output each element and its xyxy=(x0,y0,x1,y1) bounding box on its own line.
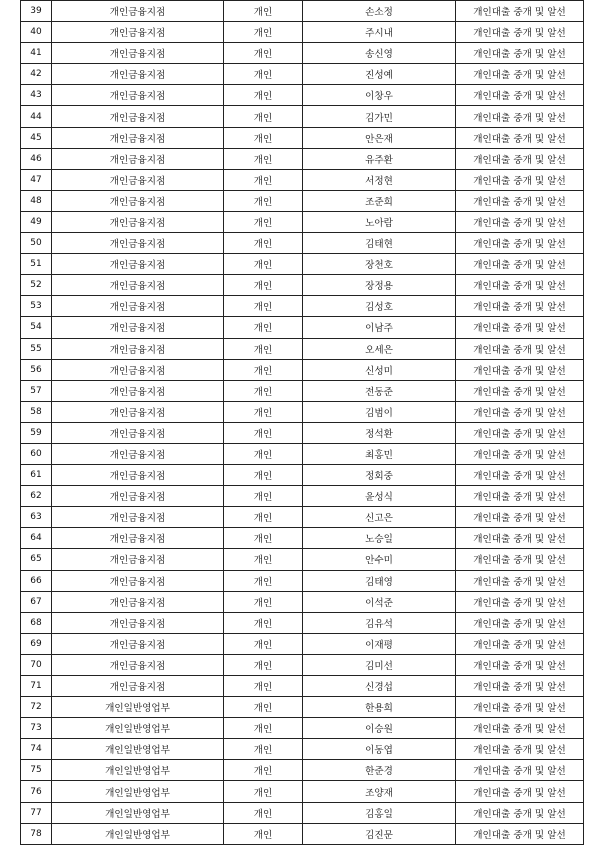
task-cell: 개인대출 중개 및 알선 xyxy=(456,85,584,106)
type-cell: 개인 xyxy=(224,254,303,275)
branch-cell: 개인금융지점 xyxy=(52,233,224,254)
type-cell: 개인 xyxy=(224,359,303,380)
row-number-cell: 76 xyxy=(21,781,52,802)
branch-cell: 개인금융지점 xyxy=(52,528,224,549)
branch-cell: 개인금융지점 xyxy=(52,465,224,486)
row-number-cell: 50 xyxy=(21,233,52,254)
row-number-cell: 46 xyxy=(21,148,52,169)
task-cell: 개인대출 중개 및 알선 xyxy=(456,127,584,148)
type-cell: 개인 xyxy=(224,1,303,22)
name-cell: 안은재 xyxy=(303,127,456,148)
row-number-cell: 56 xyxy=(21,359,52,380)
name-cell: 노승일 xyxy=(303,528,456,549)
name-cell: 이승원 xyxy=(303,718,456,739)
type-cell: 개인 xyxy=(224,739,303,760)
row-number-cell: 77 xyxy=(21,802,52,823)
row-number-cell: 75 xyxy=(21,760,52,781)
branch-cell: 개인금융지점 xyxy=(52,549,224,570)
row-number-cell: 42 xyxy=(21,64,52,85)
name-cell: 장정용 xyxy=(303,275,456,296)
table-row xyxy=(21,486,584,507)
branch-cell: 개인금융지점 xyxy=(52,127,224,148)
row-number-cell: 70 xyxy=(21,654,52,675)
type-cell: 개인 xyxy=(224,591,303,612)
table-row xyxy=(21,697,584,718)
name-cell: 김성호 xyxy=(303,296,456,317)
name-cell: 주시내 xyxy=(303,22,456,43)
task-cell: 개인대출 중개 및 알선 xyxy=(456,254,584,275)
row-number-cell: 58 xyxy=(21,401,52,422)
table-row xyxy=(21,760,584,781)
table-row xyxy=(21,275,584,296)
task-cell: 개인대출 중개 및 알선 xyxy=(456,422,584,443)
table-row xyxy=(21,64,584,85)
row-number-cell: 47 xyxy=(21,169,52,190)
branch-cell: 개인일반영업부 xyxy=(52,823,224,844)
name-cell: 조양재 xyxy=(303,781,456,802)
table-row xyxy=(21,739,584,760)
table-row xyxy=(21,359,584,380)
table-row xyxy=(21,127,584,148)
table-row xyxy=(21,85,584,106)
type-cell: 개인 xyxy=(224,823,303,844)
type-cell: 개인 xyxy=(224,233,303,254)
task-cell: 개인대출 중개 및 알선 xyxy=(456,190,584,211)
table-row xyxy=(21,676,584,697)
task-cell: 개인대출 중개 및 알선 xyxy=(456,633,584,654)
type-cell: 개인 xyxy=(224,43,303,64)
type-cell: 개인 xyxy=(224,718,303,739)
row-number-cell: 68 xyxy=(21,612,52,633)
table-row xyxy=(21,528,584,549)
name-cell: 장천호 xyxy=(303,254,456,275)
type-cell: 개인 xyxy=(224,507,303,528)
row-number-cell: 74 xyxy=(21,739,52,760)
agent-table xyxy=(20,0,584,845)
branch-cell: 개인일반영업부 xyxy=(52,739,224,760)
task-cell: 개인대출 중개 및 알선 xyxy=(456,43,584,64)
task-cell: 개인대출 중개 및 알선 xyxy=(456,380,584,401)
task-cell: 개인대출 중개 및 알선 xyxy=(456,317,584,338)
row-number-cell: 44 xyxy=(21,106,52,127)
branch-cell: 개인금융지점 xyxy=(52,169,224,190)
task-cell: 개인대출 중개 및 알선 xyxy=(456,781,584,802)
type-cell: 개인 xyxy=(224,85,303,106)
name-cell: 김미선 xyxy=(303,654,456,675)
branch-cell: 개인일반영업부 xyxy=(52,718,224,739)
branch-cell: 개인금융지점 xyxy=(52,486,224,507)
row-number-cell: 72 xyxy=(21,697,52,718)
name-cell: 진성예 xyxy=(303,64,456,85)
table-row xyxy=(21,422,584,443)
branch-cell: 개인금융지점 xyxy=(52,507,224,528)
type-cell: 개인 xyxy=(224,338,303,359)
name-cell: 안수미 xyxy=(303,549,456,570)
table-row xyxy=(21,401,584,422)
type-cell: 개인 xyxy=(224,64,303,85)
table-row xyxy=(21,465,584,486)
task-cell: 개인대출 중개 및 알선 xyxy=(456,443,584,464)
row-number-cell: 78 xyxy=(21,823,52,844)
type-cell: 개인 xyxy=(224,211,303,232)
name-cell: 김홍일 xyxy=(303,802,456,823)
type-cell: 개인 xyxy=(224,612,303,633)
type-cell: 개인 xyxy=(224,401,303,422)
row-number-cell: 71 xyxy=(21,676,52,697)
name-cell: 손소정 xyxy=(303,1,456,22)
agent-table-body xyxy=(21,1,584,845)
table-row xyxy=(21,317,584,338)
type-cell: 개인 xyxy=(224,169,303,190)
branch-cell: 개인일반영업부 xyxy=(52,760,224,781)
row-number-cell: 64 xyxy=(21,528,52,549)
task-cell: 개인대출 중개 및 알선 xyxy=(456,211,584,232)
name-cell: 전동준 xyxy=(303,380,456,401)
branch-cell: 개인금융지점 xyxy=(52,633,224,654)
name-cell: 이동엽 xyxy=(303,739,456,760)
table-row xyxy=(21,718,584,739)
table-row xyxy=(21,22,584,43)
branch-cell: 개인일반영업부 xyxy=(52,781,224,802)
branch-cell: 개인금융지점 xyxy=(52,654,224,675)
task-cell: 개인대출 중개 및 알선 xyxy=(456,486,584,507)
branch-cell: 개인일반영업부 xyxy=(52,802,224,823)
table-row xyxy=(21,443,584,464)
type-cell: 개인 xyxy=(224,296,303,317)
type-cell: 개인 xyxy=(224,486,303,507)
task-cell: 개인대출 중개 및 알선 xyxy=(456,22,584,43)
row-number-cell: 59 xyxy=(21,422,52,443)
name-cell: 정석환 xyxy=(303,422,456,443)
type-cell: 개인 xyxy=(224,127,303,148)
task-cell: 개인대출 중개 및 알선 xyxy=(456,465,584,486)
branch-cell: 개인금융지점 xyxy=(52,317,224,338)
type-cell: 개인 xyxy=(224,148,303,169)
name-cell: 김가민 xyxy=(303,106,456,127)
type-cell: 개인 xyxy=(224,528,303,549)
table-row xyxy=(21,823,584,844)
row-number-cell: 73 xyxy=(21,718,52,739)
name-cell: 이석준 xyxy=(303,591,456,612)
task-cell: 개인대출 중개 및 알선 xyxy=(456,739,584,760)
row-number-cell: 62 xyxy=(21,486,52,507)
branch-cell: 개인일반영업부 xyxy=(52,697,224,718)
name-cell: 서정현 xyxy=(303,169,456,190)
type-cell: 개인 xyxy=(224,422,303,443)
row-number-cell: 55 xyxy=(21,338,52,359)
table-row xyxy=(21,169,584,190)
name-cell: 신성미 xyxy=(303,359,456,380)
name-cell: 노아람 xyxy=(303,211,456,232)
row-number-cell: 54 xyxy=(21,317,52,338)
type-cell: 개인 xyxy=(224,317,303,338)
type-cell: 개인 xyxy=(224,22,303,43)
row-number-cell: 53 xyxy=(21,296,52,317)
task-cell: 개인대출 중개 및 알선 xyxy=(456,528,584,549)
row-number-cell: 63 xyxy=(21,507,52,528)
row-number-cell: 51 xyxy=(21,254,52,275)
table-row xyxy=(21,296,584,317)
name-cell: 김범이 xyxy=(303,401,456,422)
type-cell: 개인 xyxy=(224,570,303,591)
table-row xyxy=(21,254,584,275)
type-cell: 개인 xyxy=(224,781,303,802)
row-number-cell: 66 xyxy=(21,570,52,591)
type-cell: 개인 xyxy=(224,760,303,781)
name-cell: 김유석 xyxy=(303,612,456,633)
name-cell: 김태영 xyxy=(303,570,456,591)
branch-cell: 개인금융지점 xyxy=(52,22,224,43)
branch-cell: 개인금융지점 xyxy=(52,612,224,633)
type-cell: 개인 xyxy=(224,549,303,570)
row-number-cell: 67 xyxy=(21,591,52,612)
table-row xyxy=(21,549,584,570)
task-cell: 개인대출 중개 및 알선 xyxy=(456,654,584,675)
branch-cell: 개인금융지점 xyxy=(52,254,224,275)
type-cell: 개인 xyxy=(224,633,303,654)
table-row xyxy=(21,106,584,127)
type-cell: 개인 xyxy=(224,275,303,296)
type-cell: 개인 xyxy=(224,802,303,823)
task-cell: 개인대출 중개 및 알선 xyxy=(456,507,584,528)
branch-cell: 개인금융지점 xyxy=(52,148,224,169)
table-row xyxy=(21,802,584,823)
type-cell: 개인 xyxy=(224,654,303,675)
row-number-cell: 61 xyxy=(21,465,52,486)
row-number-cell: 52 xyxy=(21,275,52,296)
row-number-cell: 60 xyxy=(21,443,52,464)
task-cell: 개인대출 중개 및 알선 xyxy=(456,612,584,633)
branch-cell: 개인금융지점 xyxy=(52,338,224,359)
task-cell: 개인대출 중개 및 알선 xyxy=(456,591,584,612)
task-cell: 개인대출 중개 및 알선 xyxy=(456,106,584,127)
branch-cell: 개인금융지점 xyxy=(52,190,224,211)
table-row xyxy=(21,570,584,591)
name-cell: 유주환 xyxy=(303,148,456,169)
name-cell: 오세은 xyxy=(303,338,456,359)
task-cell: 개인대출 중개 및 알선 xyxy=(456,697,584,718)
table-row xyxy=(21,190,584,211)
branch-cell: 개인금융지점 xyxy=(52,401,224,422)
name-cell: 윤성식 xyxy=(303,486,456,507)
name-cell: 이남주 xyxy=(303,317,456,338)
branch-cell: 개인금융지점 xyxy=(52,85,224,106)
task-cell: 개인대출 중개 및 알선 xyxy=(456,549,584,570)
table-row xyxy=(21,654,584,675)
name-cell: 정회중 xyxy=(303,465,456,486)
table-row xyxy=(21,633,584,654)
task-cell: 개인대출 중개 및 알선 xyxy=(456,148,584,169)
name-cell: 이창우 xyxy=(303,85,456,106)
task-cell: 개인대출 중개 및 알선 xyxy=(456,823,584,844)
task-cell: 개인대출 중개 및 알선 xyxy=(456,760,584,781)
table-row xyxy=(21,612,584,633)
name-cell: 김태현 xyxy=(303,233,456,254)
row-number-cell: 49 xyxy=(21,211,52,232)
name-cell: 조준희 xyxy=(303,190,456,211)
task-cell: 개인대출 중개 및 알선 xyxy=(456,676,584,697)
task-cell: 개인대출 중개 및 알선 xyxy=(456,359,584,380)
row-number-cell: 40 xyxy=(21,22,52,43)
name-cell: 신경섭 xyxy=(303,676,456,697)
type-cell: 개인 xyxy=(224,676,303,697)
table-row xyxy=(21,338,584,359)
branch-cell: 개인금융지점 xyxy=(52,275,224,296)
branch-cell: 개인금융지점 xyxy=(52,64,224,85)
table-row xyxy=(21,1,584,22)
row-number-cell: 69 xyxy=(21,633,52,654)
table-row xyxy=(21,211,584,232)
row-number-cell: 43 xyxy=(21,85,52,106)
branch-cell: 개인금융지점 xyxy=(52,296,224,317)
branch-cell: 개인금융지점 xyxy=(52,1,224,22)
row-number-cell: 45 xyxy=(21,127,52,148)
name-cell: 김진문 xyxy=(303,823,456,844)
task-cell: 개인대출 중개 및 알선 xyxy=(456,275,584,296)
task-cell: 개인대출 중개 및 알선 xyxy=(456,570,584,591)
row-number-cell: 57 xyxy=(21,380,52,401)
name-cell: 최홍민 xyxy=(303,443,456,464)
row-number-cell: 39 xyxy=(21,1,52,22)
branch-cell: 개인금융지점 xyxy=(52,676,224,697)
table-row xyxy=(21,43,584,64)
task-cell: 개인대출 중개 및 알선 xyxy=(456,401,584,422)
task-cell: 개인대출 중개 및 알선 xyxy=(456,338,584,359)
type-cell: 개인 xyxy=(224,443,303,464)
branch-cell: 개인금융지점 xyxy=(52,43,224,64)
task-cell: 개인대출 중개 및 알선 xyxy=(456,169,584,190)
branch-cell: 개인금융지점 xyxy=(52,359,224,380)
name-cell: 이재평 xyxy=(303,633,456,654)
branch-cell: 개인금융지점 xyxy=(52,570,224,591)
branch-cell: 개인금융지점 xyxy=(52,422,224,443)
row-number-cell: 65 xyxy=(21,549,52,570)
branch-cell: 개인금융지점 xyxy=(52,380,224,401)
row-number-cell: 48 xyxy=(21,190,52,211)
task-cell: 개인대출 중개 및 알선 xyxy=(456,296,584,317)
task-cell: 개인대출 중개 및 알선 xyxy=(456,1,584,22)
task-cell: 개인대출 중개 및 알선 xyxy=(456,718,584,739)
branch-cell: 개인금융지점 xyxy=(52,211,224,232)
type-cell: 개인 xyxy=(224,380,303,401)
table-row xyxy=(21,591,584,612)
name-cell: 한준경 xyxy=(303,760,456,781)
branch-cell: 개인금융지점 xyxy=(52,106,224,127)
task-cell: 개인대출 중개 및 알선 xyxy=(456,802,584,823)
table-row xyxy=(21,507,584,528)
task-cell: 개인대출 중개 및 알선 xyxy=(456,64,584,85)
type-cell: 개인 xyxy=(224,697,303,718)
name-cell: 신고은 xyxy=(303,507,456,528)
name-cell: 송신영 xyxy=(303,43,456,64)
table-row xyxy=(21,233,584,254)
branch-cell: 개인금융지점 xyxy=(52,443,224,464)
task-cell: 개인대출 중개 및 알선 xyxy=(456,233,584,254)
name-cell: 한용희 xyxy=(303,697,456,718)
type-cell: 개인 xyxy=(224,190,303,211)
type-cell: 개인 xyxy=(224,106,303,127)
table-row xyxy=(21,380,584,401)
table-row xyxy=(21,148,584,169)
table-row xyxy=(21,781,584,802)
row-number-cell: 41 xyxy=(21,43,52,64)
branch-cell: 개인금융지점 xyxy=(52,591,224,612)
type-cell: 개인 xyxy=(224,465,303,486)
